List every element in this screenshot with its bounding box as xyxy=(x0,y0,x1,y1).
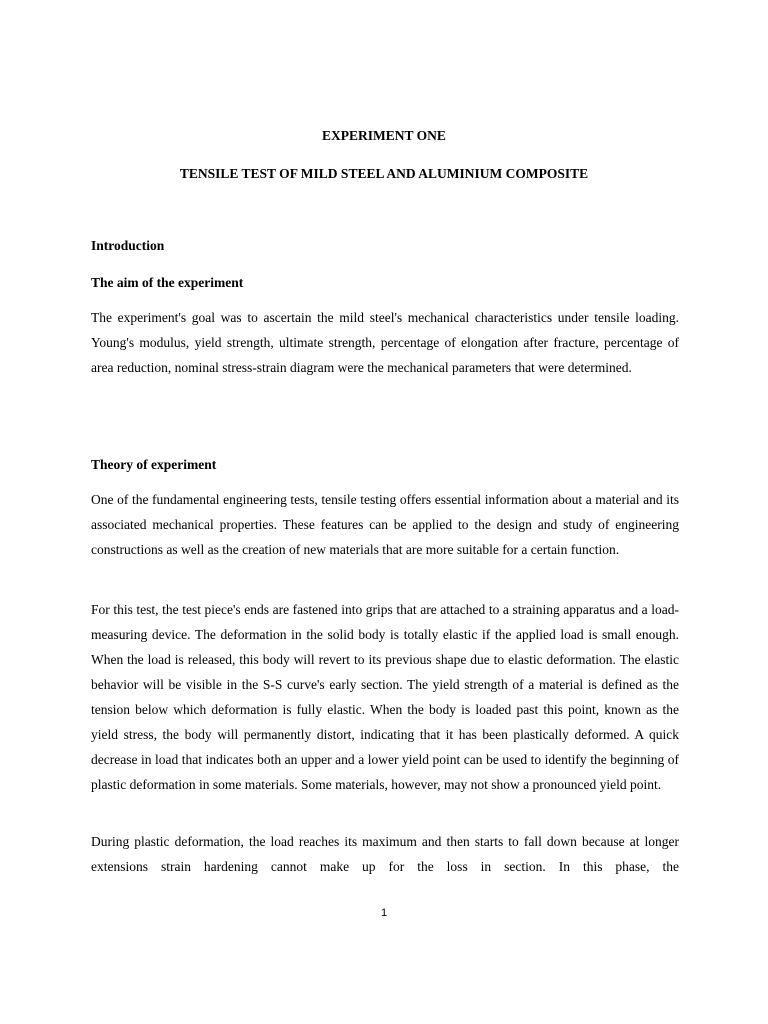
section-heading-introduction: Introduction xyxy=(91,238,165,253)
paragraph-theory-3: During plastic deformation, the load reaches its maximum and then starts to fall down because at longer extensions strain hardening cannot make up for the loss in section. In this phase, the xyxy=(91,834,679,874)
section-heading-theory: Theory of experiment xyxy=(91,457,217,472)
section-heading-aim: The aim of the experiment xyxy=(91,275,244,290)
paragraph-aim: The experiment's goal was to ascertain the mild steel's mechanical characteristics under tensile loading. Young's modulus, yield strength, ultimate strength, percentage of elongation after fracture, percentage of area reduction, nominal stress-strain diagram were the mechanical parameters that were determined. xyxy=(91,310,679,375)
document-subtitle: TENSILE TEST OF MILD STEEL AND ALUMINIUM COMPOSITE xyxy=(179,166,589,181)
paragraph-theory-1: One of the fundamental engineering tests, tensile testing offers essential information about a material and its associated mechanical properties. These features can be applied to the design and study of engineering constructions as well as the creation of new materials that are more suitable for a certain function. xyxy=(91,492,679,557)
page-number: 1 xyxy=(380,907,388,919)
document-title: EXPERIMENT ONE xyxy=(322,128,446,143)
paragraph-theory-2: For this test, the test piece's ends are fastened into grips that are attached to a straining apparatus and a load-measuring device. The deformation in the solid body is totally elastic if the applied load is small enough. When the load is released, this body will revert to its previous shape due to elastic deformation. The elastic behavior will be visible in the S-S curve's early section. The yield strength of a material is defined as the tension below which deformation is fully elastic. When the body is loaded past this point, known as the yield stress, the body will permanently distort, indicating that it has been plastically deformed. A quick decrease in load that indicates both an upper and a lower yield point can be used to identify the beginning of plastic deformation in some materials. Some materials, however, may not show a pronounced yield point. xyxy=(91,602,679,792)
